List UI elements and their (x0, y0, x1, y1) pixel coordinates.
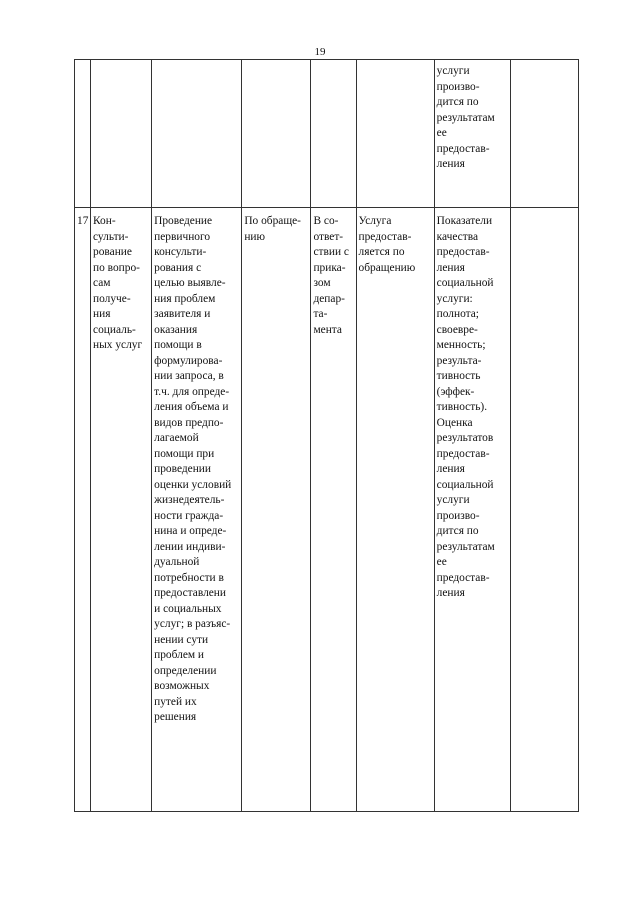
services-table (74, 59, 579, 812)
service-description-cell: Проведение первичного консульти- рования с целью выявле- ния проблем заявителя и оказания помощи в формулирова- нии запроса, в т.ч. для опреде- ления объема и видов предпо- лагаемой помощи при проведении оценки условий жизнедеятель- ности гражда- нина и опреде- лении индиви- дуальной потребности в предоставлени и социальных услуг; в разъяс- нении сути проблем и определении возможных путей их решения (152, 208, 242, 812)
service-conditions-cell (356, 60, 434, 208)
page-number: 19 (314, 46, 326, 58)
service-conditions-cell: Услуга предостав- ляется по обращению (356, 208, 434, 812)
service-timing-cell (311, 60, 356, 208)
quality-indicators-cell: Показатели качества предостав- ления социальной услуги: полнота; своевре- менность; результа- тивность (эффек- тивность). Оценка результатов предостав- ления социальной услуги произво- дится по результатам ее предостав- ления (434, 208, 510, 812)
quality-indicators-cell: услуги произво- дится по результатам ее предостав- ления (434, 60, 510, 208)
service-description-cell (152, 60, 242, 208)
extra-cell (510, 60, 578, 208)
service-name-cell (91, 60, 152, 208)
service-periodicity-cell (242, 60, 311, 208)
service-name-cell: Кон- сульти- рование по вопро- сам получе- ния социаль- ных услуг (91, 208, 152, 812)
table-row-continuation (75, 60, 579, 208)
service-timing-cell: В со- ответ- ствии с прика- зом депар- та- мента (311, 208, 356, 812)
extra-cell (510, 208, 578, 812)
row-number-cell: 17 (75, 208, 91, 812)
service-periodicity-cell: По обраще- нию (242, 208, 311, 812)
row-number-cell (75, 60, 91, 208)
table-row-service-17 (75, 208, 579, 812)
